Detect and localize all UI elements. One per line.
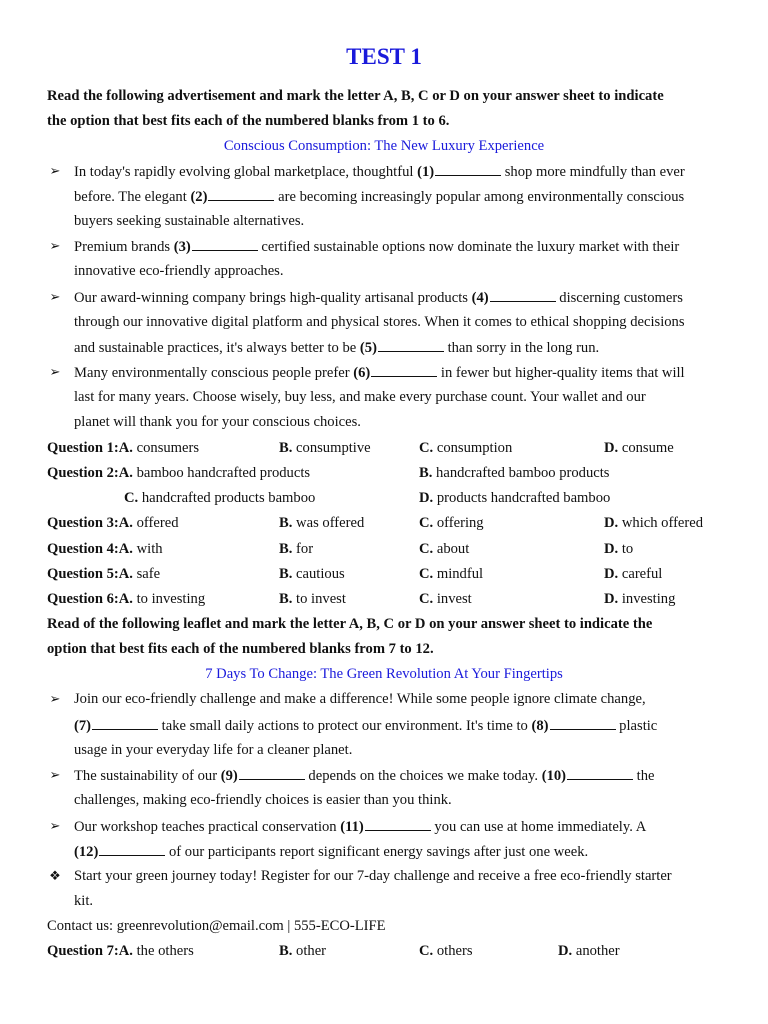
text-run: discerning customers	[555, 290, 683, 306]
option-letter: C.	[419, 943, 434, 959]
option-text: another	[575, 943, 620, 959]
text-run: Our award-winning company brings high-quality artisanal products	[74, 290, 472, 306]
arrow-bullet-icon: ➢	[49, 818, 61, 833]
option-letter: D.	[419, 490, 434, 506]
option-letter: C.	[124, 490, 139, 506]
question-5-option-c	[419, 564, 483, 584]
leaflet-paragraph-3-line-1	[74, 816, 646, 837]
section2-instruction-line1: Read of the following leaflet and mark the letter A, B, C or D on your answer sheet to indicate the	[47, 616, 653, 632]
question-label: Question 1:	[47, 440, 119, 456]
blank-1	[435, 161, 501, 176]
question-1-option-d	[604, 438, 674, 458]
option-letter: A.	[118, 591, 133, 607]
blank-number-2: (2)	[190, 189, 208, 205]
section1-instruction-line1: Read the following advertisement and mark the letter A, B, C or D on your answer sheet to indicate	[47, 88, 664, 104]
option-text: invest	[436, 591, 472, 607]
blank-number-5: (5)	[359, 340, 377, 356]
option-letter: C.	[419, 591, 434, 607]
text-run: In today's rapidly evolving global marketplace, thoughtful	[74, 164, 418, 180]
option-letter: B.	[279, 515, 293, 531]
blank-5	[378, 337, 444, 352]
question-1-option-c	[419, 438, 512, 458]
option-text: cautious	[296, 566, 345, 582]
option-text: investing	[621, 591, 676, 607]
text-run: The sustainability of our	[74, 768, 221, 784]
text-run: in fewer but higher-quality items that will	[437, 365, 685, 381]
blank-number-4: (4)	[471, 290, 489, 306]
question-3-option-d	[604, 513, 703, 533]
option-text: bamboo handcrafted products	[136, 465, 311, 481]
question-7-option-d	[558, 941, 620, 961]
blank-number-8: (8)	[531, 718, 549, 734]
blank-9	[239, 765, 305, 780]
option-letter: B.	[279, 440, 293, 456]
text-run: shop more mindfully than ever	[501, 164, 685, 180]
blank-number-12: (12)	[74, 844, 99, 860]
question-1-option-a	[47, 438, 199, 458]
option-letter: C.	[419, 515, 434, 531]
section1-instruction-line2: the option that best fits each of the numbered blanks from 1 to 6.	[47, 113, 450, 129]
blank-number-6: (6)	[353, 365, 371, 381]
option-letter: A.	[118, 541, 133, 557]
text-run: Premium brands	[74, 239, 174, 255]
question-5-option-a	[47, 564, 160, 584]
option-text: mindful	[436, 566, 484, 582]
leaflet-paragraph-4-line-1: Start your green journey today! Register for our 7-day challenge and receive a free eco-friendly starter	[74, 868, 672, 884]
text-run: than sorry in the long run.	[443, 340, 600, 356]
arrow-bullet-icon: ➢	[49, 691, 61, 706]
option-text: to	[621, 541, 634, 557]
blank-10	[567, 765, 633, 780]
ad-paragraph-3-line-2: through our innovative digital platform and physical stores. When it comes to ethical shopping decisions	[74, 314, 685, 330]
question-label: Question 2:	[47, 465, 119, 481]
option-letter: D.	[558, 943, 573, 959]
question-7-option-b	[279, 941, 326, 961]
question-5-option-d	[604, 564, 662, 584]
ad-paragraph-4-line-1	[74, 362, 685, 383]
option-letter: C.	[419, 541, 434, 557]
option-text: consumptive	[296, 440, 371, 456]
option-text: others	[436, 943, 473, 959]
option-text: to invest	[296, 591, 346, 607]
option-letter: D.	[604, 591, 619, 607]
option-text: handcrafted bamboo products	[436, 465, 610, 481]
question-6-option-b	[279, 589, 346, 609]
leaflet-paragraph-1-line-3: usage in your everyday life for a cleaner planet.	[74, 742, 353, 758]
ad-paragraph-4-line-3: planet will thank you for your conscious choices.	[74, 414, 361, 430]
option-text: which offered	[621, 515, 704, 531]
option-text: careful	[621, 566, 663, 582]
question-label: Question 5:	[47, 566, 119, 582]
question-2-option-c	[124, 488, 315, 508]
option-text: consumers	[136, 440, 200, 456]
blank-11	[365, 816, 431, 831]
question-label: Question 3:	[47, 515, 119, 531]
option-text: consumption	[436, 440, 513, 456]
ad-paragraph-2-line-2: innovative eco-friendly approaches.	[74, 263, 284, 279]
option-text: with	[136, 541, 163, 557]
text-run: Many environmentally conscious people prefer	[74, 365, 354, 381]
option-text: for	[296, 541, 314, 557]
option-text: handcrafted products bamboo	[141, 490, 316, 506]
option-text: offered	[136, 515, 179, 531]
arrow-bullet-icon: ➢	[49, 767, 61, 782]
question-3-option-c	[419, 513, 484, 533]
option-letter: B.	[279, 943, 293, 959]
option-text: was offered	[296, 515, 365, 531]
option-text: consume	[621, 440, 674, 456]
question-6-option-d	[604, 589, 675, 609]
section1-heading: Conscious Consumption: The New Luxury Experience	[223, 138, 545, 154]
blank-number-9: (9)	[220, 768, 238, 784]
text-run: depends on the choices we make today.	[304, 768, 542, 784]
question-6-option-c	[419, 589, 472, 609]
option-text: to investing	[136, 591, 206, 607]
page-title: TEST 1	[346, 44, 422, 69]
blank-number-10: (10)	[541, 768, 567, 784]
question-3-option-a	[47, 513, 179, 533]
option-letter: D.	[604, 541, 619, 557]
ad-paragraph-3-line-1	[74, 287, 683, 308]
leaflet-paragraph-3-line-2	[74, 841, 588, 862]
option-text: the others	[136, 943, 194, 959]
blank-2	[208, 186, 274, 201]
blank-12	[99, 841, 165, 856]
option-letter: A.	[118, 440, 133, 456]
option-letter: B.	[279, 541, 293, 557]
question-2-option-b	[419, 463, 610, 483]
blank-number-1: (1)	[417, 164, 435, 180]
ad-paragraph-1-line-1	[74, 161, 685, 182]
question-2-option-d	[419, 488, 610, 508]
section2-instruction-line2: option that best fits each of the numbered blanks from 7 to 12.	[47, 641, 434, 657]
text-run: plastic	[615, 718, 658, 734]
option-letter: A.	[118, 943, 133, 959]
arrow-bullet-icon: ➢	[49, 364, 61, 379]
question-2-option-a	[47, 463, 310, 483]
ad-paragraph-1-line-2	[74, 186, 684, 207]
text-run: are becoming increasingly popular among environmentally conscious	[274, 189, 685, 205]
ad-paragraph-3-line-3	[74, 337, 599, 358]
option-letter: C.	[419, 440, 434, 456]
leaflet-paragraph-1-line-1: Join our eco-friendly challenge and make a difference! While some people ignore climate change,	[74, 691, 646, 707]
text-run: and sustainable practices, it's always better to be	[74, 340, 360, 356]
question-7-option-a	[47, 941, 194, 961]
option-text: safe	[136, 566, 161, 582]
arrow-bullet-icon: ➢	[49, 238, 61, 253]
leaflet-paragraph-2-line-2: challenges, making eco-friendly choices is easier than you think.	[74, 792, 452, 808]
question-4-option-c	[419, 539, 469, 559]
question-5-option-b	[279, 564, 345, 584]
question-1-option-b	[279, 438, 371, 458]
question-3-option-b	[279, 513, 364, 533]
text-run: Our workshop teaches practical conservation	[74, 819, 341, 835]
leaflet-paragraph-4-line-2: kit.	[74, 893, 94, 909]
option-letter: A.	[118, 566, 133, 582]
blank-number-7: (7)	[74, 718, 92, 734]
contact-line: Contact us: greenrevolution@email.com | 555-ECO-LIFE	[47, 918, 386, 934]
text-run: before. The elegant	[74, 189, 191, 205]
question-label: Question 4:	[47, 541, 119, 557]
arrow-bullet-icon: ➢	[49, 163, 61, 178]
option-letter: B.	[279, 566, 293, 582]
question-4-option-b	[279, 539, 313, 559]
section2-heading: 7 Days To Change: The Green Revolution At Your Fingertips	[205, 666, 563, 682]
question-label: Question 7:	[47, 943, 119, 959]
leaflet-paragraph-2-line-1	[74, 765, 655, 786]
option-letter: D.	[604, 440, 619, 456]
blank-4	[490, 287, 556, 302]
text-run: certified sustainable options now dominate the luxury market with their	[257, 239, 680, 255]
option-letter: D.	[604, 515, 619, 531]
ad-paragraph-4-line-2: last for many years. Choose wisely, buy less, and make every purchase count. Your wallet and our	[74, 389, 646, 405]
option-text: offering	[436, 515, 484, 531]
option-letter: C.	[419, 566, 434, 582]
ad-paragraph-1-line-3: buyers seeking sustainable alternatives.	[74, 213, 305, 229]
blank-number-3: (3)	[173, 239, 191, 255]
option-letter: A.	[118, 515, 133, 531]
text-run: take small daily actions to protect our environment. It's time to	[158, 718, 532, 734]
blank-8	[550, 715, 616, 730]
question-label: Question 6:	[47, 591, 119, 607]
question-4-option-d	[604, 539, 633, 559]
question-4-option-a	[47, 539, 163, 559]
text-run: you can use at home immediately. A	[430, 819, 647, 835]
question-7-option-c	[419, 941, 473, 961]
ad-paragraph-2-line-1	[74, 236, 679, 257]
option-letter: B.	[419, 465, 433, 481]
arrow-bullet-icon: ➢	[49, 289, 61, 304]
question-6-option-a	[47, 589, 205, 609]
option-letter: D.	[604, 566, 619, 582]
text-run: of our participants report significant energy savings after just one week.	[165, 844, 589, 860]
blank-7	[92, 715, 158, 730]
diamond-bullet-icon: ❖	[49, 868, 61, 883]
option-text: about	[436, 541, 470, 557]
leaflet-paragraph-1-line-2	[74, 715, 657, 736]
option-letter: A.	[118, 465, 133, 481]
option-text: other	[296, 943, 327, 959]
blank-3	[192, 236, 258, 251]
blank-6	[371, 362, 437, 377]
blank-number-11: (11)	[340, 819, 364, 835]
option-text: products handcrafted bamboo	[436, 490, 611, 506]
option-letter: B.	[279, 591, 293, 607]
text-run: the	[633, 768, 655, 784]
